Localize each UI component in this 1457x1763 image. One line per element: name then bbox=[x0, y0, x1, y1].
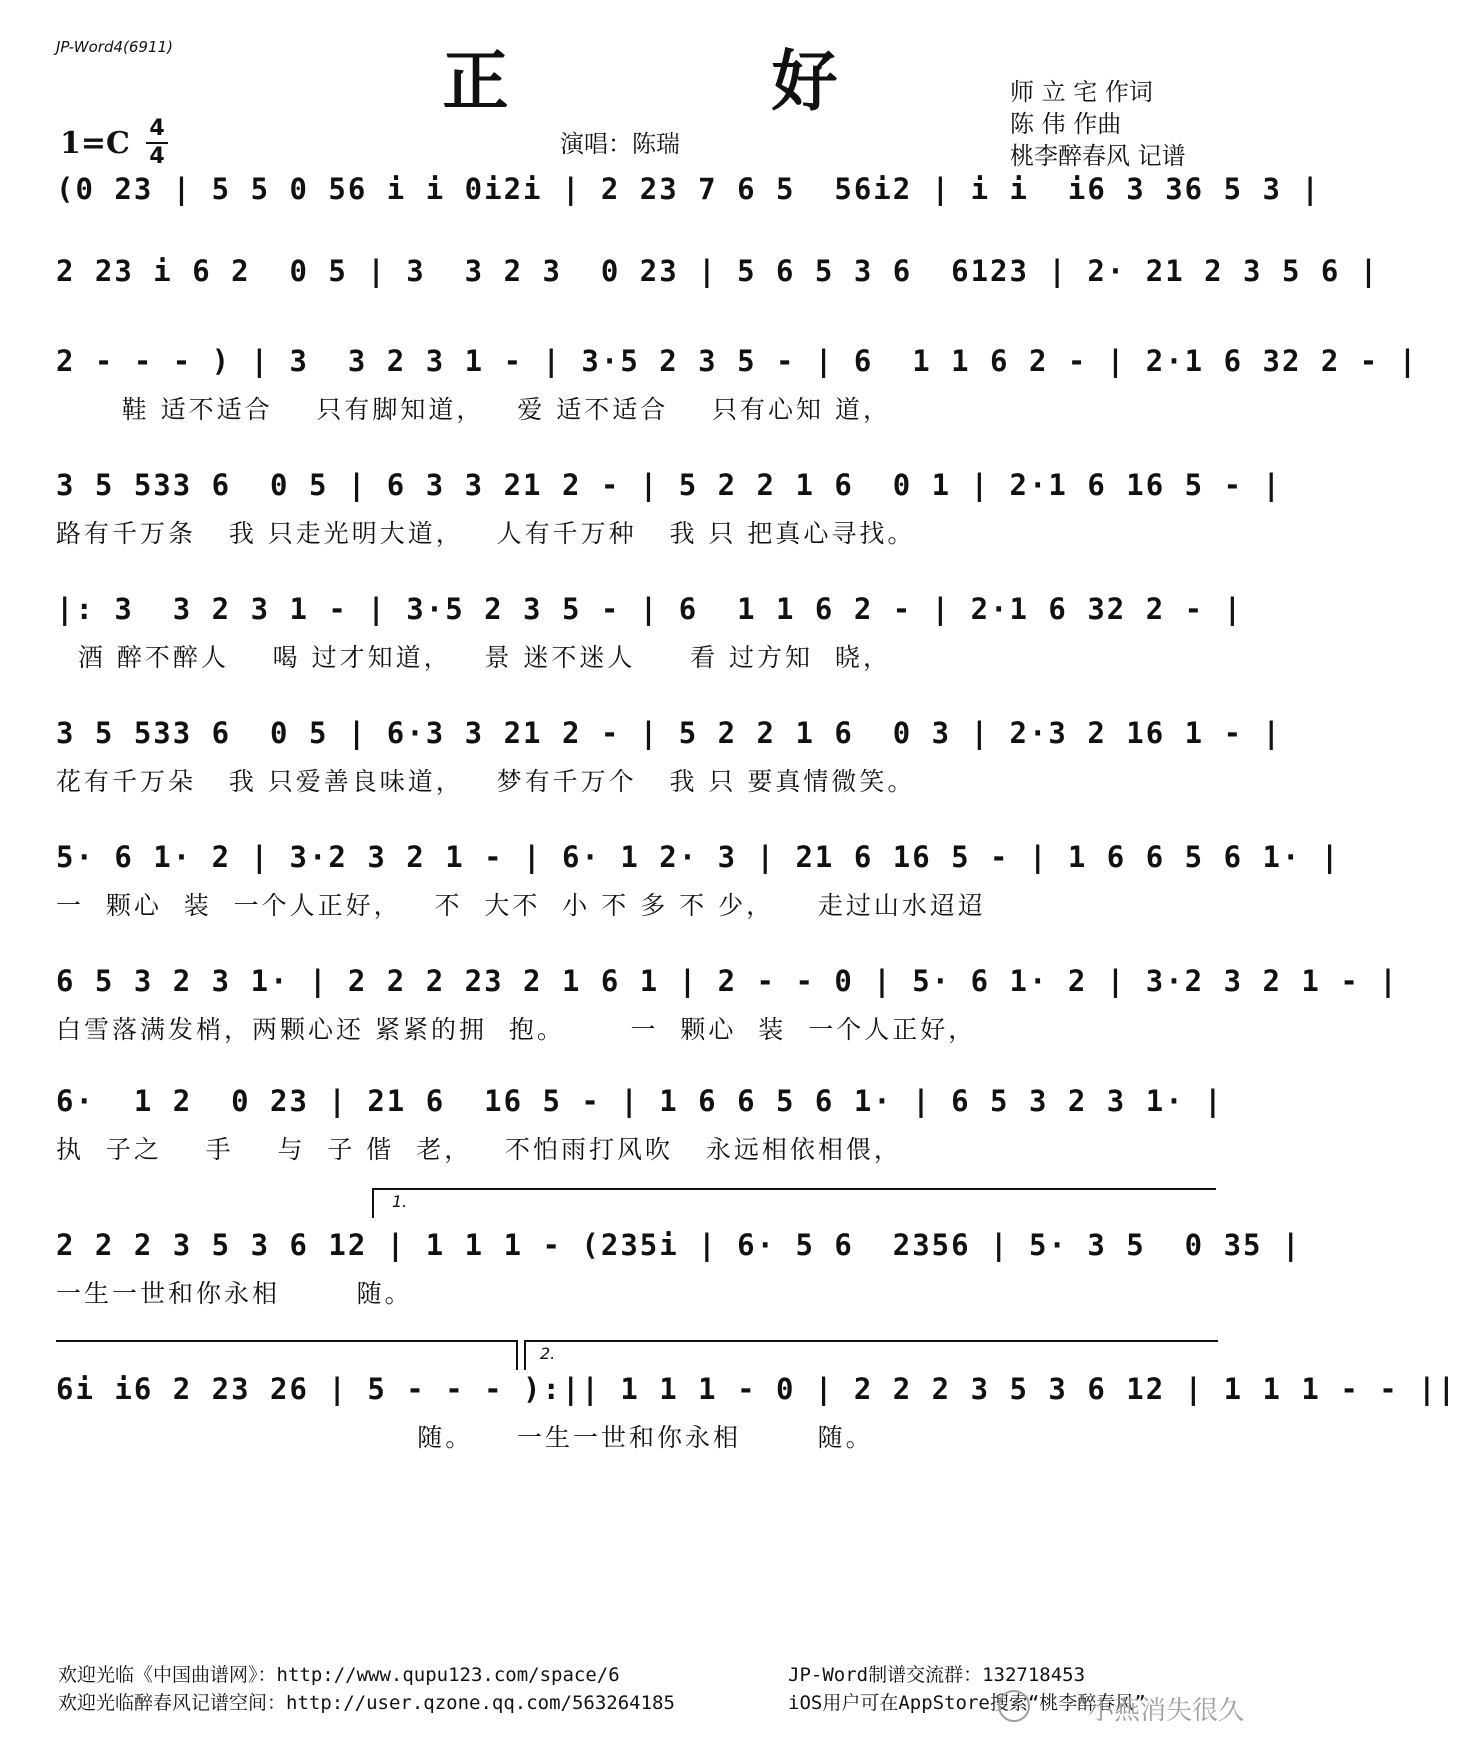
lyric-line: 白雪落满发梢，两颗心还 紧紧的拥 抱。 一 颗心 装 一个人正好， bbox=[56, 1015, 977, 1044]
notation-line: 6 5 3 2 3 1· | 2 2 2 23 2 1 6 1 | 2 - - 0 | 5· 6 1· 2 | 3·2 3 2 1 - | bbox=[56, 964, 1399, 998]
notation-line: 6· 1 2 0 23 | 21 6 16 5 - | 1 6 6 5 6 1· | 6 5 3 2 3 1· | bbox=[56, 1084, 1224, 1118]
singer-label: 演唱：陈瑞 bbox=[560, 130, 680, 158]
transcriber-credit: 桃李醉春风 记谱 bbox=[1010, 142, 1186, 170]
watermark-text: 小燕消失很久 bbox=[1087, 1696, 1244, 1726]
time-signature bbox=[144, 118, 170, 168]
lyric-line: 执 子之 手 与 子 偕 老， 不怕雨打风吹 永远相依相偎， bbox=[56, 1135, 902, 1164]
lyric-line: 路有千万条 我 只走光明大道， 人有千万种 我 只 把真心寻找。 bbox=[56, 519, 916, 548]
first-ending-end-tick bbox=[516, 1340, 518, 1370]
lyric-line: 酒 醉不醉人 喝 过才知道， 景 迷不迷人 看 过方知 晓， bbox=[56, 643, 891, 672]
lyric-line: 花有千万朵 我 只爱善良味道， 梦有千万个 我 只 要真情微笑。 bbox=[56, 767, 916, 796]
software-label: JP-Word4(6911) bbox=[56, 38, 173, 56]
notation-line: 2 - - - ) | 3 3 2 3 1 - | 3·5 2 3 5 - | 6 1 1 6 2 - | 2·1 6 32 2 - | bbox=[56, 344, 1419, 378]
notation-line: 5· 6 1· 2 | 3·2 3 2 1 - | 6· 1 2· 3 | 21 6 16 5 - | 1 6 6 5 6 1· | bbox=[56, 840, 1341, 874]
notation-line: |: 3 3 2 3 1 - | 3·5 2 3 5 - | 6 1 1 6 2 - | 2·1 6 32 2 - | bbox=[56, 592, 1244, 626]
composer-credit: 陈 伟 作曲 bbox=[1010, 110, 1122, 138]
second-ending-label: 2. bbox=[540, 1344, 556, 1363]
footer-space-link[interactable]: 欢迎光临醉春风记谱空间：http://user.qzone.qq.com/563264185 bbox=[58, 1692, 675, 1714]
notation-line: 2 23 i 6 2 0 5 | 3 3 2 3 0 23 | 5 6 5 3 6 6123 | 2· 21 2 3 5 6 | bbox=[56, 254, 1380, 288]
time-signature-bottom: 4 bbox=[149, 144, 165, 169]
notation-line: 3 5 533 6 0 5 | 6·3 3 21 2 - | 5 2 2 1 6 0 3 | 2·3 2 16 1 - | bbox=[56, 716, 1282, 750]
second-ending-bracket bbox=[524, 1340, 1218, 1342]
lyric-line: 一生一世和你永相 随。 bbox=[56, 1279, 413, 1308]
notation-line: 3 5 533 6 0 5 | 6 3 3 21 2 - | 5 2 2 1 6 0 1 | 2·1 6 16 5 - | bbox=[56, 468, 1282, 502]
footer-site-link[interactable]: 欢迎光临《中国曲谱网》：http://www.qupu123.com/space/6 bbox=[58, 1664, 620, 1686]
watermark-icon bbox=[998, 1690, 1030, 1722]
footer-group-info: JP-Word制谱交流群：132718453 bbox=[788, 1664, 1086, 1686]
notation-line: (0 23 | 5 5 0 56 i i 0i2i | 2 23 7 6 5 56i2 | i i i6 3 36 5 3 | bbox=[56, 172, 1321, 206]
first-ending-label: 1. bbox=[392, 1192, 408, 1211]
lyricist-credit: 师 立 宅 作词 bbox=[1010, 78, 1153, 106]
lyric-line: 随。 一生一世和你永相 随。 bbox=[56, 1423, 874, 1452]
second-ending-tick bbox=[524, 1340, 526, 1370]
song-title: 正 好 bbox=[442, 42, 958, 120]
lyric-line: 鞋 适不适合 只有脚知道， 爱 适不适合 只有心知 道， bbox=[56, 395, 891, 424]
footer-appstore-info: iOS用户可在AppStore搜索“桃李醉春风” bbox=[788, 1692, 1146, 1714]
time-signature-top: 4 bbox=[149, 116, 165, 141]
notation-line: 2 2 2 3 5 3 6 12 | 1 1 1 - (235i | 6· 5 6 2356 | 5· 3 5 0 35 | bbox=[56, 1228, 1302, 1262]
credits bbox=[1010, 76, 1186, 172]
first-ending-bracket bbox=[372, 1188, 1216, 1190]
notation-line: 6i i6 2 23 26 | 5 - - - ):|| 1 1 1 - 0 | 2 2 2 3 5 3 6 12 | 1 1 1 - - || bbox=[56, 1372, 1457, 1406]
lyric-line: 一 颗心 装 一个人正好， 不 大不 小 不 多 不 少， 走过山水迢迢 bbox=[56, 891, 986, 920]
key-signature: 1=C bbox=[60, 126, 130, 161]
first-ending-tick bbox=[372, 1188, 374, 1218]
first-ending-continuation bbox=[56, 1340, 516, 1342]
